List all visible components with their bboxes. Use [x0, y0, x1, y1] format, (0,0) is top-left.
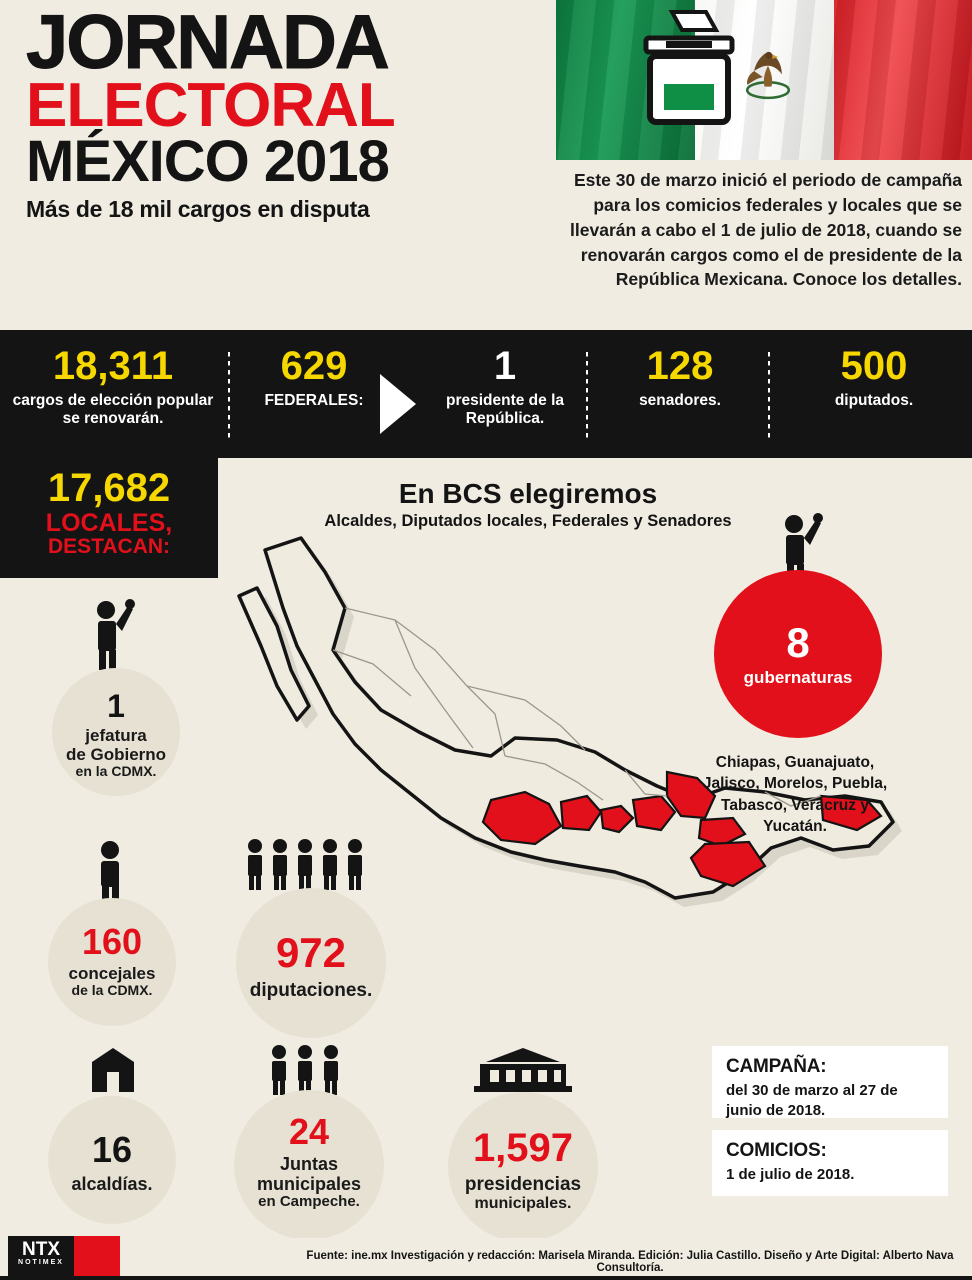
jefatura-number: 1: [107, 688, 125, 724]
concejales-line1: concejales: [68, 964, 156, 983]
stat-cargos-label: cargos de elección popular se renovarán.: [12, 392, 214, 427]
footer-credits: Fuente: ine.mx Investigación y redacción: Marisela Miranda. Edición: Julia Castillo. Diseño y Arte Digital: Alberto Nava Consultoría.: [306, 1250, 954, 1274]
concejales-number: 160: [81, 921, 143, 962]
city-hall-icon: [470, 1048, 576, 1092]
presidencias-line1: presidencias: [464, 1174, 582, 1195]
logo-subtext: NOTIMEX: [18, 1259, 64, 1266]
eagle-emblem-icon: [742, 36, 794, 106]
stat-cargos: [8, 346, 218, 428]
mexican-flag: [556, 0, 972, 160]
comicios-box: [712, 1130, 948, 1196]
stat-presidente-number: 1: [493, 344, 517, 388]
header: [0, 0, 972, 330]
locales-line1: LOCALES,: [45, 509, 173, 537]
juntas-line3: en Campeche.: [258, 1193, 360, 1211]
gubernaturas-states-list: Chiapas, Guanajuato, Jalisco, Morelos, Puebla, Tabasco, Veracruz y Yucatán.: [702, 754, 888, 836]
bottom-bar: [0, 1276, 972, 1280]
stat-senadores-label: senadores.: [639, 392, 721, 409]
ballot-box-icon: [628, 8, 748, 136]
jefatura-line1: jefatura: [85, 726, 147, 745]
bcs-title: En BCS elegiremos: [398, 478, 658, 509]
circle-concejales: [48, 898, 176, 1026]
campaign-heading: CAMPAÑA:: [726, 1056, 827, 1077]
stat-presidente: [430, 346, 580, 428]
circle-presidencias-municipales: [448, 1092, 598, 1242]
concejales-line2: de la CDMX.: [71, 982, 153, 999]
jefatura-line2: de Gobierno: [65, 745, 167, 765]
stat-federales-label: FEDERALES:: [264, 392, 364, 409]
gubernaturas-number: 8: [786, 619, 810, 666]
three-people-icon: [268, 1044, 350, 1096]
arrow-icon: [380, 374, 416, 434]
gubernaturas-circle: [714, 570, 882, 738]
comicios-body: 1 de julio de 2018.: [726, 1166, 855, 1183]
stat-cargos-number: 18,311: [52, 344, 174, 388]
stat-federales-number: 629: [280, 344, 348, 388]
presidencias-number: 1,597: [472, 1126, 574, 1170]
building-icon: [90, 1046, 136, 1094]
comicios-heading: COMICIOS:: [726, 1140, 827, 1161]
stat-federales: [244, 346, 384, 410]
alcaldias-number: 16: [91, 1129, 133, 1170]
circle-juntas-municipales: [234, 1090, 384, 1240]
logo-red-block: [74, 1236, 120, 1276]
circle-alcaldias: [48, 1096, 176, 1224]
title-mexico-2018: MÉXICO 2018: [26, 129, 389, 195]
title-jornada: JORNADA: [26, 0, 388, 85]
locales-box: [0, 458, 218, 578]
stat-senadores-number: 128: [646, 344, 714, 388]
presidencias-line2: municipales.: [474, 1195, 572, 1213]
divider-dots-3: [768, 352, 770, 438]
stat-diputados-label: diputados.: [834, 392, 914, 409]
juntas-line1: Juntas: [279, 1154, 339, 1174]
jefatura-line3: en la CDMX.: [75, 763, 157, 780]
person-raised-hand-icon: [82, 598, 138, 670]
divider-dots: [228, 352, 230, 438]
alcaldias-label: alcaldías.: [71, 1174, 153, 1194]
stat-diputados-number: 500: [840, 344, 908, 388]
locales-number: 17,682: [47, 466, 171, 510]
stat-presidente-label: presidente de la República.: [445, 392, 564, 427]
title-subtitle: Más de 18 mil cargos en disputa: [26, 196, 370, 223]
gubernaturas-label: gubernaturas: [743, 668, 853, 687]
logo-text: NTX: [22, 1239, 60, 1260]
notimex-logo: [8, 1236, 74, 1276]
locales-line2: DESTACAN:: [47, 535, 171, 559]
intro-paragraph: Este 30 de marzo inició el periodo de campaña para los comicios federales y locales que se llevarán a cabo el 1 de julio de 2018, cuando se renovarán cargos como el de presidente de la República Mexicana. Conoce los detalles.: [570, 170, 962, 290]
stat-senadores: [600, 346, 760, 410]
person-icon: [90, 840, 130, 902]
diputaciones-number: 972: [275, 929, 347, 976]
campaign-body: del 30 de marzo al 27 de junio de 2018.: [726, 1082, 898, 1119]
bcs-subtitle: Alcaldes, Diputados locales, Federales y Senadores: [324, 512, 732, 530]
divider-dots-2: [586, 352, 588, 438]
juntas-line2: municipales: [256, 1174, 362, 1195]
circle-diputaciones: [236, 888, 386, 1038]
title-electoral: ELECTORAL: [26, 71, 395, 141]
five-people-icon: [244, 838, 372, 892]
campaign-box: [712, 1046, 948, 1118]
juntas-number: 24: [288, 1111, 330, 1152]
title-block: [26, 0, 546, 223]
diputaciones-label: diputaciones.: [249, 980, 373, 1001]
stats-strip: [0, 330, 972, 458]
stat-diputados: [784, 346, 964, 410]
circle-jefatura-gobierno: [52, 668, 180, 796]
